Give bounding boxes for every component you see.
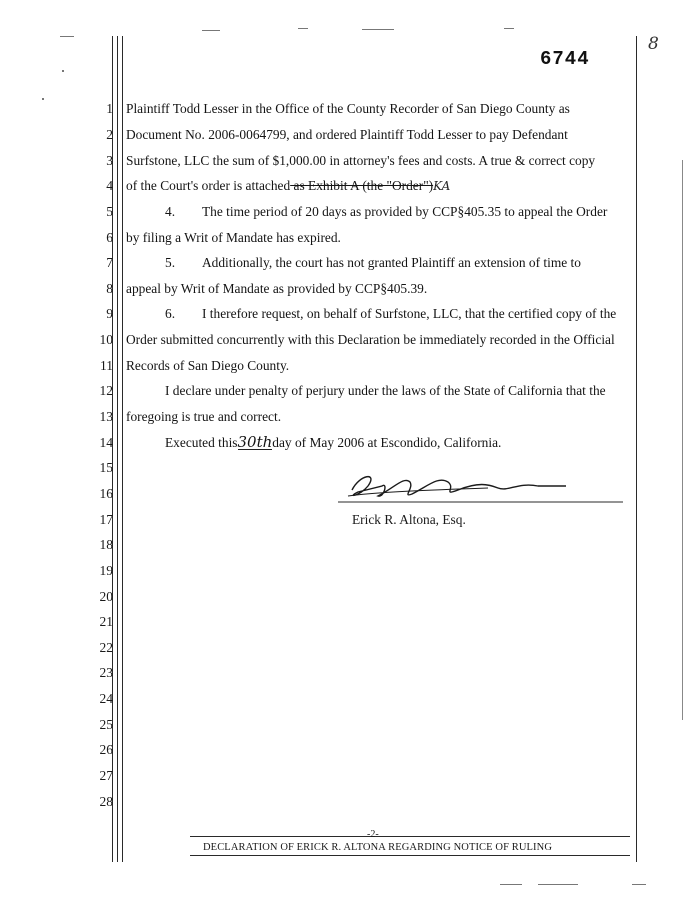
scan-artifact xyxy=(202,30,220,31)
struck-text: as Exhibit A (the "Order") xyxy=(290,178,434,193)
handwritten-initials: KA xyxy=(433,179,451,193)
line-number: 15 xyxy=(99,460,113,475)
document-number: 6744 xyxy=(540,48,590,70)
scan-artifact xyxy=(298,28,308,29)
scan-artifact xyxy=(42,98,44,100)
scan-artifact xyxy=(362,29,394,30)
line-number: 5 xyxy=(106,204,113,219)
body-text-line: I declare under penalty of perjury under the laws of the State of California that the xyxy=(165,383,606,398)
signatory-name: Erick R. Altona, Esq. xyxy=(352,512,466,527)
paragraph-number: 4. xyxy=(165,204,176,219)
line-number: 26 xyxy=(99,742,113,757)
paragraph-number: 6. xyxy=(165,306,176,321)
line-number: 14 xyxy=(99,435,113,450)
body-text-segment: Executed this xyxy=(165,435,238,450)
line-number: 27 xyxy=(99,768,113,783)
document-title: DECLARATION OF ERICK R. ALTONA REGARDING NOTICE OF RULING xyxy=(203,842,553,853)
left-margin-rule xyxy=(117,36,118,862)
paragraph-number: 5. xyxy=(165,255,176,270)
scan-artifact xyxy=(538,884,578,885)
body-text-line: Document No. 2006-0064799, and ordered Plaintiff Todd Lesser to pay Defendant xyxy=(126,127,568,142)
line-number: 12 xyxy=(99,383,113,398)
line-number: 25 xyxy=(99,717,113,732)
line-number: 19 xyxy=(99,563,113,578)
line-number: 9 xyxy=(106,306,113,321)
handwritten-date: 30th xyxy=(237,433,273,451)
body-text-line: I therefore request, on behalf of Surfstone, LLC, that the certified copy of the xyxy=(202,306,617,321)
body-text-line: by filing a Writ of Mandate has expired. xyxy=(126,230,341,245)
scan-artifact xyxy=(504,28,514,29)
body-text-line: Additionally, the court has not granted Plaintiff an extension of time to xyxy=(202,255,581,270)
scan-edge-line xyxy=(682,160,683,720)
line-number: 18 xyxy=(99,537,113,552)
line-number: 3 xyxy=(106,153,113,168)
page-number: -2- xyxy=(367,829,379,840)
signature xyxy=(338,468,628,508)
line-number: 2 xyxy=(106,127,113,142)
handwritten-page-mark: 8 xyxy=(648,34,659,54)
line-number: 17 xyxy=(99,512,113,527)
signature-scribble xyxy=(338,468,628,508)
body-text-line: foregoing is true and correct. xyxy=(126,409,282,424)
line-number: 28 xyxy=(99,794,113,809)
line-number: 6 xyxy=(106,230,113,245)
scan-artifact xyxy=(632,884,646,885)
body-text-line: Order submitted concurrently with this Declaration be immediately recorded in the Official xyxy=(126,332,615,347)
scan-artifact xyxy=(500,884,522,885)
line-number: 1 xyxy=(106,101,113,116)
body-text-line: Records of San Diego County. xyxy=(126,358,290,373)
left-margin-rule xyxy=(122,36,123,862)
scan-artifact xyxy=(62,70,64,72)
body-text-line: Plaintiff Todd Lesser in the Office of the County Recorder of San Diego County as xyxy=(126,101,570,116)
footer-rule-bottom xyxy=(190,855,630,856)
body-text-line: The time period of 20 days as provided by CCP§405.35 to appeal the Order xyxy=(202,204,608,219)
line-number: 8 xyxy=(106,281,113,296)
footer-rule-top xyxy=(190,836,630,837)
body-text-segment: of the Court's order is attached xyxy=(126,178,291,193)
body-text-line xyxy=(126,178,450,194)
line-number: 21 xyxy=(99,614,113,629)
scan-artifact xyxy=(60,36,74,37)
line-number: 20 xyxy=(99,589,113,604)
body-text-line: appeal by Writ of Mandate as provided by CCP§405.39. xyxy=(126,281,428,296)
line-number: 11 xyxy=(100,358,113,373)
line-number: 4 xyxy=(106,178,113,193)
line-number: 22 xyxy=(99,640,113,655)
execution-line xyxy=(165,435,501,451)
body-text-line: Surfstone, LLC the sum of $1,000.00 in attorney's fees and costs. A true & correct copy xyxy=(126,153,596,168)
line-number: 16 xyxy=(99,486,113,501)
line-number: 24 xyxy=(99,691,113,706)
line-number: 10 xyxy=(99,332,113,347)
line-number: 7 xyxy=(106,255,113,270)
right-margin-rule xyxy=(636,36,637,862)
line-number: 13 xyxy=(99,409,113,424)
line-number: 23 xyxy=(99,665,113,680)
body-text-segment: day of May 2006 at Escondido, California. xyxy=(272,435,502,450)
